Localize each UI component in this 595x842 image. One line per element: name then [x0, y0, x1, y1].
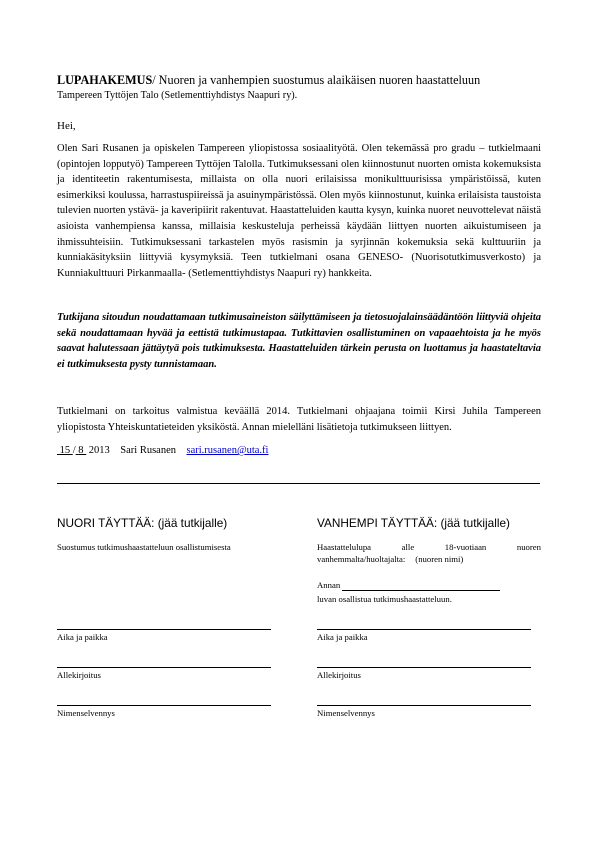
participation-text: luvan osallistua tutkimushaastatteluun. [317, 594, 452, 604]
date-year: 2013 [88, 445, 110, 456]
date-separator: / [72, 445, 76, 456]
youth-section-heading: NUORI TÄYTTÄÄ: (jää tutkijalle) [57, 516, 228, 530]
parent-time-place-label: Aika ja paikka [317, 632, 368, 642]
document-header [57, 72, 547, 103]
parent-section-heading: VANHEMPI TÄYTTÄÄ: (jää tutkijalle) [317, 516, 510, 530]
parent-signature-line[interactable] [317, 667, 531, 668]
parent-time-place-line[interactable] [317, 629, 531, 630]
commitment-paragraph: Tutkijana sitoudun noudattamaan tutkimusaineiston säilyttämiseen ja tietosuojalainsäädäntöön liittyviä ohjeita sekä noudattamaan hyvää ja eettistä tutkimustapaa. Tutkittavien osallistuminen on vapaaehtoista ja he myös saavat halutessaan jättäytyä pois tutkimuksesta. Haastatteluiden tärkein perusta on luottamus ja haastateltavia ei tutkimuksesta pysty tunnistamaan. [57, 312, 541, 370]
annan-field [317, 579, 527, 591]
author-name: Sari Rusanen [120, 445, 176, 456]
youth-signature-line[interactable] [57, 667, 271, 668]
date-signature-line [57, 445, 268, 456]
parent-permit-text [317, 541, 541, 565]
parent-signature-label: Allekirjoitus [317, 670, 361, 680]
youth-consent-text: Suostumus tutkimushaastatteluun osallistumisesta [57, 542, 231, 552]
parent-section [317, 515, 542, 718]
youth-name-hint: (nuoren nimi) [415, 554, 464, 564]
annan-label: Annan [317, 580, 341, 590]
schedule-paragraph: Tutkielmani on tarkoitus valmistua keväällä 2014. Tutkielmani ohjaajana toimii Kirsi Juhila Tampereen yliopistosta Yhteiskuntatieteiden yksiköstä. Annan mielelläni lisätietoja tutkimukseen liittyen. [57, 406, 541, 433]
youth-name-blank[interactable] [342, 581, 500, 591]
document-subtitle: Tampereen Tyttöjen Talo (Setlementtiyhdistys Naapuri ry). [57, 90, 298, 101]
youth-name-line[interactable] [57, 705, 271, 706]
document-title [57, 72, 547, 89]
date-day: 15 [59, 445, 71, 456]
youth-name-label: Nimenselvennys [57, 708, 115, 718]
youth-time-place-line[interactable] [57, 629, 271, 630]
section-divider [57, 483, 540, 484]
permit-text: Haastattelulupa alle 18-vuotiaan nuoren vanhemmalta/huoltajalta: [317, 542, 541, 564]
title-rest: / Nuoren ja vanhempien suostumus alaikäisen nuoren haastatteluun [152, 73, 481, 87]
title-bold: LUPAHAKEMUS [57, 73, 153, 87]
greeting: Hei, [57, 120, 76, 132]
date-month: 8 [78, 445, 84, 456]
parent-name-line[interactable] [317, 705, 531, 706]
email-link[interactable]: sari.rusanen@uta.fi [186, 445, 269, 456]
youth-section [57, 515, 282, 718]
parent-name-label: Nimenselvennys [317, 708, 375, 718]
intro-paragraph: Olen Sari Rusanen ja opiskelen Tampereen yliopistossa sosiaalityötä. Olen tekemässä pro gradu – tutkielmaani (opintojen lopputyö) Tampereen Tyttöjen Talolla. Tutkimuksessani olen kiinnostunut nuorten omista kokemuksista ja identiteetin rakentumisesta, millaista on olla nuori erilaisissa monikulttuurisissa ympäristöissä, kuten esimerkiksi koulussa, harrastuspiireissä ja asuinympäristössä. Olen myös kiinnostunut, kuinka erilaisista taustoista tulevien nuorten ystävä- ja kaveripiirit rakentuvat. Haastatteluiden kautta kysyn, kuinka nuoret neuvottelevat näistä asioista vanhempiensa kanssa, millaisia keskusteluja perheissä käydään liittyen nuorten aikuistumiseen ja ihmissuhteisiin. Tutkimuksessani tarkastelen myös rasismin ja syrjinnän kokemuksia sekä kulttuuriin ja kunniakäsityksiin liittyviä kysymyksiä. Teen tutkielmani osana GENESO- (Nuorisotutkimusverkosto) ja Kunniakulttuuri Pirkanmaalla- (Setlementtiyhdistys Naapuri ry) hankkeita. [57, 143, 542, 279]
youth-time-place-label: Aika ja paikka [57, 632, 108, 642]
youth-signature-label: Allekirjoitus [57, 670, 101, 680]
